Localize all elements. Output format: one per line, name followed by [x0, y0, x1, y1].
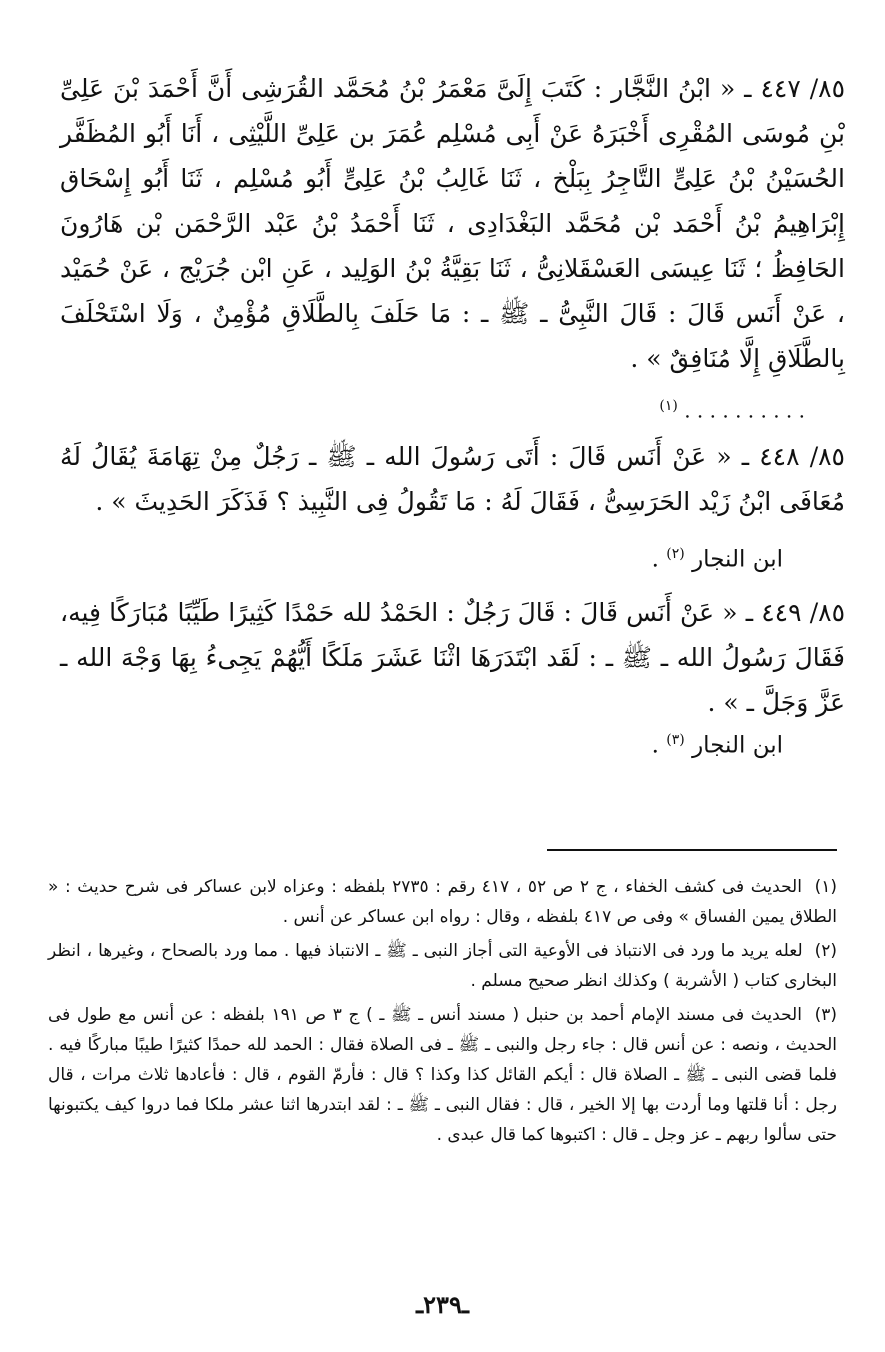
footnote-number: (٢) — [814, 941, 838, 961]
page-number: ـ٢٣٩ـ — [416, 1290, 469, 1319]
footnote-ref-1: (١) — [659, 398, 678, 414]
footnotes-section — [48, 872, 837, 1154]
source-line-449 — [60, 720, 845, 764]
footnote-number: (٣) — [814, 1005, 838, 1025]
source-period: . — [651, 546, 659, 573]
footnote-ref-3: (٣) — [666, 732, 685, 748]
ellipsis-dots: . . . . . . . . . . — [684, 398, 805, 423]
hadith-entry-449: ٨٥/ ٤٤٩ ـ « عَنْ أَنَس قَالَ : قَالَ رَجُلٌ : الحَمْدُ لله حَمْدًا كَثِيرًا طَيِّبًا مُبَارَكًا فِيه، فَقَالَ رَسُولُ الله ـ ﷺ ـ : لَقَد ابْتَدَرَهَا اثْنَا عَشَرَ مَلَكًا أَيُّهُمْ يَجِىءُ بِهَا وَجْهَ الله ـ عَزَّ وَجَلَّ ـ » . — [60, 598, 845, 717]
footnote-2 — [48, 936, 837, 996]
footnote-number: (١) — [814, 877, 837, 897]
source-period: . — [651, 732, 659, 759]
ellipsis-line — [60, 386, 845, 430]
footnote-1 — [48, 872, 837, 932]
footnote-text: لعله يريد ما ورد فى الانتباذ فى الأوعية التى أجاز النبى ـ ﷺ ـ الانتباذ فيها . مما ورد بالصحاح ، وغيرها ، انظر البخارى كتاب ( الأشربة ) وكذلك انظر صحيح مسلم . — [48, 941, 837, 991]
hadith-entry-447: ٨٥/ ٤٤٧ ـ « ابْنُ النَّجَّار : كَتَبَ إِلَىَّ مَعْمَرُ بْنُ مُحَمَّد القُرَشِى أَنَّ أَحْمَدَ بْنَ عَلِىِّ بْنِ مُوسَى المُقْرِى أَخْبَرَهُ عَنْ أَبِى مُسْلِم عُمَرَ بن عَلِىِّ اللَّيْثِى ، أَنَا أَبُو المُظَفَّر الحُسَيْنُ بْنُ عَلِىٍّ التَّاجِرُ بِبَلْخ ، ثَنَا غَالِبُ بْنُ عَلِىٍّ أَبُو مُسْلِم ، ثَنَا أَبُو إِسْحَاق إِبْرَاهِيمُ بْنُ أَحْمَد بْن مُحَمَّد البَغْدَادِى ، ثَنَا أَحْمَدُ بْنُ عَبْد الرَّحْمَن بْن هَارُونَ الحَافِظُ ؛ ثَنَا عِيسَى العَسْقَلانِىُّ ، ثَنَا بَقِيَّةُ بْنُ الوَلِيد ، عَنِ ابْن جُرَيْج ، عَنْ حُمَيْد ، عَنْ أَنَس قَالَ : قَالَ النَّبِىُّ ـ ﷺ ـ : مَا حَلَفَ بِالطَّلَاقِ مُؤْمِنٌ ، وَلَا اسْتَحْلَفَ بِالطَّلَاقِ إِلَّا مُنَافِقٌ » . — [60, 74, 845, 373]
source-label: ابن النجار — [692, 732, 783, 759]
footnote-ref-2: (٢) — [666, 546, 685, 562]
main-text — [60, 66, 845, 764]
source-label: ابن النجار — [692, 546, 783, 573]
source-line-448 — [60, 534, 845, 578]
footnote-divider — [547, 849, 837, 851]
hadith-entry-448: ٨٥/ ٤٤٨ ـ « عَنْ أَنَس قَالَ : أَتَى رَسُولَ الله ـ ﷺ ـ رَجُلٌ مِنْ تِهَامَةَ يُقَالُ لَهُ مُعَافَى ابْنُ زَيْد الحَرَسِىُّ ، فَقَالَ لَهُ : مَا تَقُولُ فِى النَّبِيذ ؟ فَذَكَرَ الحَدِيثَ » . — [60, 442, 845, 516]
footnote-text: الحديث فى كشف الخفاء ، ج ٢ ص ٥٢ ، ٤١٧ رقم : ٢٧٣٥ بلفظه : وعزاه لابن عساكر فى شرح حديث : « الطلاق يمين الفساق » وفى ص ٤١٧ بلفظه ، وقال : رواه ابن عساكر عن أنس . — [48, 877, 837, 927]
footnote-3 — [48, 1000, 837, 1150]
footnote-text: الحديث فى مسند الإمام أحمد بن حنبل ( مسند أنس ـ ﷺ ـ ) ج ٣ ص ١٩١ بلفظه : عن أنس مع طول فى الحديث ، ونصه : عن أنس قال : جاء رجل والنبى ـ ﷺ ـ فى الصلاة فقال : الحمد لله حمدًا كثيرًا طيبًا مباركًا فيه . فلما قضى النبى ـ ﷺ ـ الصلاة قال : أيكم القائل كذا وكذا ؟ قال : فأرمّ القوم ، قال : فأعادها ثلاث مرات ، قال رجل : أنا قلتها وما أردت بها إلا الخير ، قال : فقال النبى ـ ﷺ ـ : لقد ابتدرها اثنا عشر ملكا فما دروا كيف يكتبونها حتى سألوا ربهم ـ عز وجل ـ قال : اكتبوها كما قال عبدى . — [48, 1005, 837, 1145]
